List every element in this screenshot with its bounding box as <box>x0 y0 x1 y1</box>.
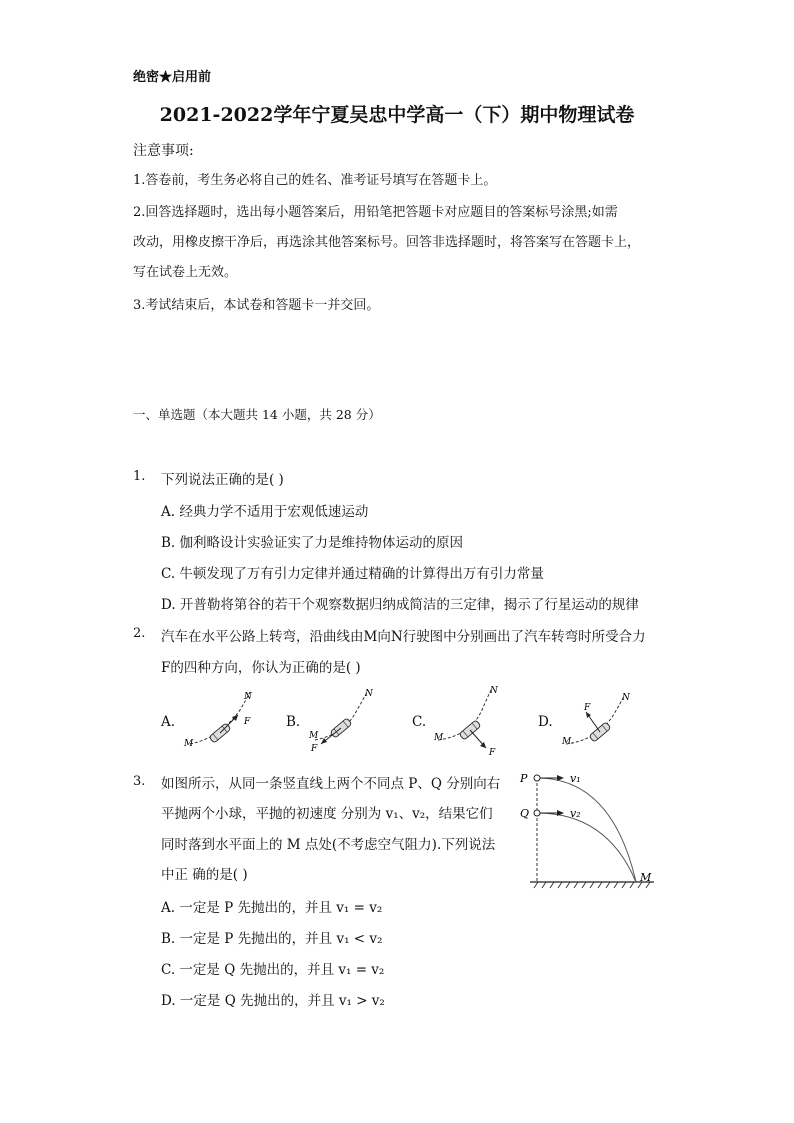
secret-label: 绝密★启用前 <box>133 70 212 85</box>
label-m: M <box>309 731 319 741</box>
label-f: F <box>584 703 591 713</box>
figure-projectile <box>512 768 662 894</box>
label-p: P <box>520 772 528 785</box>
question-stem: F的四种方向，你认为正确的是( ) <box>161 660 361 676</box>
notice-line: 1.答卷前，考生务必将自己的姓名、准考证号填写在答题卡上。 <box>133 173 497 188</box>
question-number: 2. <box>133 626 146 641</box>
label-v2: v₂ <box>570 807 581 820</box>
figure-label-c: C. <box>412 714 427 730</box>
option-b: B. 一定是 P 先抛出的，并且 v₁ < v₂ <box>161 931 383 947</box>
question-number: 3. <box>133 774 146 789</box>
label-n: N <box>622 693 630 703</box>
label-q: Q <box>520 807 530 820</box>
label-n: N <box>244 692 252 702</box>
option-b: B. 伽利略设计实验证实了力是维持物体运动的原因 <box>161 535 464 551</box>
option-a: A. 经典力学不适用于宏观低速运动 <box>161 504 369 520</box>
figure-car-b <box>305 688 395 754</box>
section-title: 一、单选题（本大题共 14 小题，共 28 分） <box>133 407 381 422</box>
question-number: 1. <box>133 469 146 484</box>
notice-line: 改动，用橡皮擦干净后，再选涂其他答案标号。回答非选择题时，将答案写在答题卡上， <box>133 235 641 250</box>
notice-line: 2.回答选择题时，选出每小题答案后，用铅笔把答题卡对应题目的答案标号涂黑;如需 <box>133 205 618 220</box>
question-stem: 中正 确的是( ) <box>161 867 248 883</box>
label-n: N <box>365 689 373 699</box>
exam-title: 2021-2022学年宁夏吴忠中学高一（下）期中物理试卷 <box>159 104 635 126</box>
label-f: F <box>489 748 496 756</box>
label-v1: v₁ <box>570 772 581 785</box>
notice-heading: 注意事项: <box>133 143 194 159</box>
label-m: M <box>562 737 572 747</box>
label-n: N <box>490 686 498 696</box>
label-m: M <box>184 739 194 749</box>
option-d: D. 开普勒将第谷的若干个观察数据归纳成简洁的三定律，揭示了行星运动的规律 <box>161 597 639 613</box>
question-stem: 平抛两个小球，平抛的初速度 分别为 v₁、v₂，结果它们 <box>161 806 493 822</box>
question-stem: 同时落到水平面上的 M 点处(不考虑空气阻力).下列说法 <box>161 837 496 853</box>
figure-label-a: A. <box>161 714 176 730</box>
question-stem: 下列说法正确的是( ) <box>161 472 284 488</box>
notice-line: 3.考试结束后，本试卷和答题卡一并交回。 <box>133 298 380 313</box>
option-a: A. 一定是 P 先抛出的，并且 v₁ = v₂ <box>161 900 383 916</box>
question-stem: 汽车在水平公路上转弯，沿曲线由M向N行驶图中分别画出了汽车转弯时所受合力 <box>161 629 646 645</box>
option-c: C. 一定是 Q 先抛出的，并且 v₁ = v₂ <box>161 962 385 978</box>
question-stem: 如图所示，从同一条竖直线上两个不同点 P、Q 分别向右 <box>161 776 501 792</box>
label-m: M <box>434 733 444 743</box>
figure-car-d <box>558 690 648 752</box>
figure-car-a <box>180 688 270 750</box>
notice-line: 写在试卷上无效。 <box>133 265 238 280</box>
option-d: D. 一定是 Q 先抛出的，并且 v₁ > v₂ <box>161 993 385 1009</box>
label-f: F <box>311 744 318 754</box>
option-c: C. 牛顿发现了万有引力定律并通过精确的计算得出万有引力常量 <box>161 566 544 582</box>
figure-label-b: B. <box>286 714 301 730</box>
figure-label-d: D. <box>538 714 553 730</box>
figure-car-c <box>430 682 520 756</box>
label-f: F <box>244 717 251 727</box>
label-m: M <box>640 871 652 884</box>
